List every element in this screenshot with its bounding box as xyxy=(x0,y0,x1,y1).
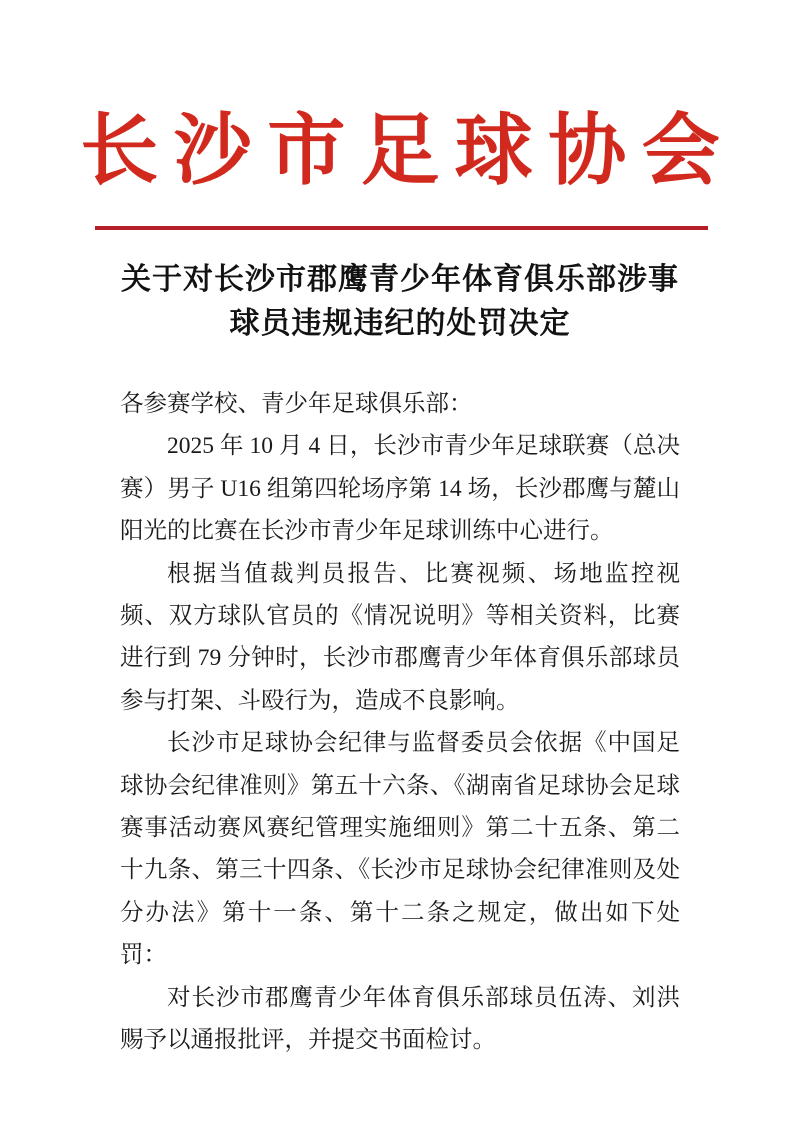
body-paragraph: 根据当值裁判员报告、比赛视频、场地监控视频、双方球队官员的《情况说明》等相关资料，比赛进行到 79 分钟时，长沙市郡鹰青少年体育俱乐部球员参与打架、斗殴行为，造成不良影响。 xyxy=(120,560,680,714)
document-title xyxy=(90,258,710,346)
document-body xyxy=(120,383,680,1062)
body-paragraph: 对长沙市郡鹰青少年体育俱乐部球员伍涛、刘洪赐予以通报批评，并提交书面检讨。 xyxy=(120,984,680,1054)
body-paragraph: 2025 年 10 月 4 日，长沙市青少年足球联赛（总决赛）男子 U16 组第四轮场序第 14 场，长沙郡鹰与麓山阳光的比赛在长沙市青少年足球训练中心进行。 xyxy=(120,433,680,545)
body-paragraph: 长沙市足球协会纪律与监督委员会依据《中国足球协会纪律准则》第五十六条、《湖南省足球协会足球赛事活动赛风赛纪管理实施细则》第二十五条、第二十九条、第三十四条、《长沙市足球协会纪律准则及处分办法》第十一条、第十二条之规定，做出如下处罚： xyxy=(120,730,680,969)
letterhead-divider-rule xyxy=(95,226,708,230)
document-title-line-1: 关于对长沙市郡鹰青少年体育俱乐部涉事 xyxy=(121,263,679,296)
letterhead-org-name: 长沙市足球协会 xyxy=(80,107,736,194)
paragraph-list xyxy=(120,425,680,1061)
salutation: 各参赛学校、青少年足球俱乐部： xyxy=(120,391,473,417)
document-title-line-2: 球员违规违纪的处罚决定 xyxy=(229,307,571,340)
